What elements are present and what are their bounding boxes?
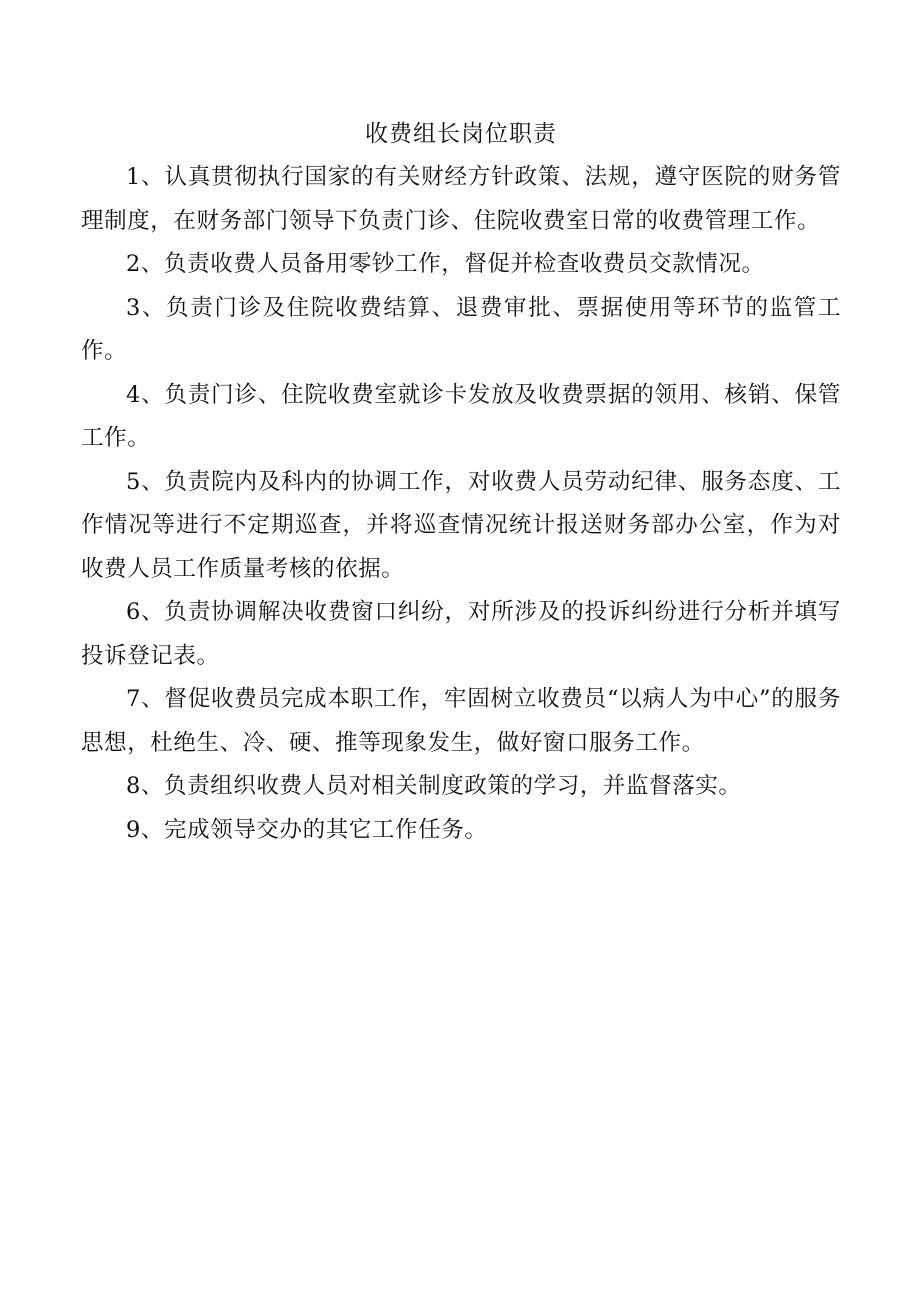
document-title: 收费组长岗位职责 bbox=[365, 121, 557, 147]
duty-item-1: 1、认真贯彻执行国家的有关财经方针政策、法规，遵守医院的财务管理制度，在财务部门领导下负责门诊、住院收费室日常的收费管理工作。 bbox=[81, 164, 841, 234]
duty-item-8: 8、负责组织收费人员对相关制度政策的学习，并监督落实。 bbox=[126, 773, 742, 799]
duty-item-4: 4、负责门诊、住院收费室就诊卡发放及收费票据的领用、核销、保管工作。 bbox=[81, 381, 841, 451]
duty-item-7: 7、督促收费员完成本职工作，牢固树立收费员“以病人为中心”的服务思想，杜绝生、冷、硬、推等现象发生，做好窗口服务工作。 bbox=[81, 686, 841, 756]
duty-item-6: 6、负责协调解决收费窗口纠纷，对所涉及的投诉纠纷进行分析并填写投诉登记表。 bbox=[81, 599, 841, 669]
duty-item-9: 9、完成领导交办的其它工作任务。 bbox=[126, 816, 488, 843]
duty-item-5: 5、负责院内及科内的协调工作，对收费人员劳动纪律、服务态度、工作情况等进行不定期巡查，并将巡查情况统计报送财务部办公室，作为对收费人员工作质量考核的依据。 bbox=[81, 468, 841, 582]
duty-item-3: 3、负责门诊及住院收费结算、退费审批、票据使用等环节的监管工作。 bbox=[81, 294, 841, 364]
duty-item-2: 2、负责收费人员备用零钞工作，督促并检查收费员交款情况。 bbox=[126, 251, 765, 277]
document-body bbox=[81, 112, 841, 852]
